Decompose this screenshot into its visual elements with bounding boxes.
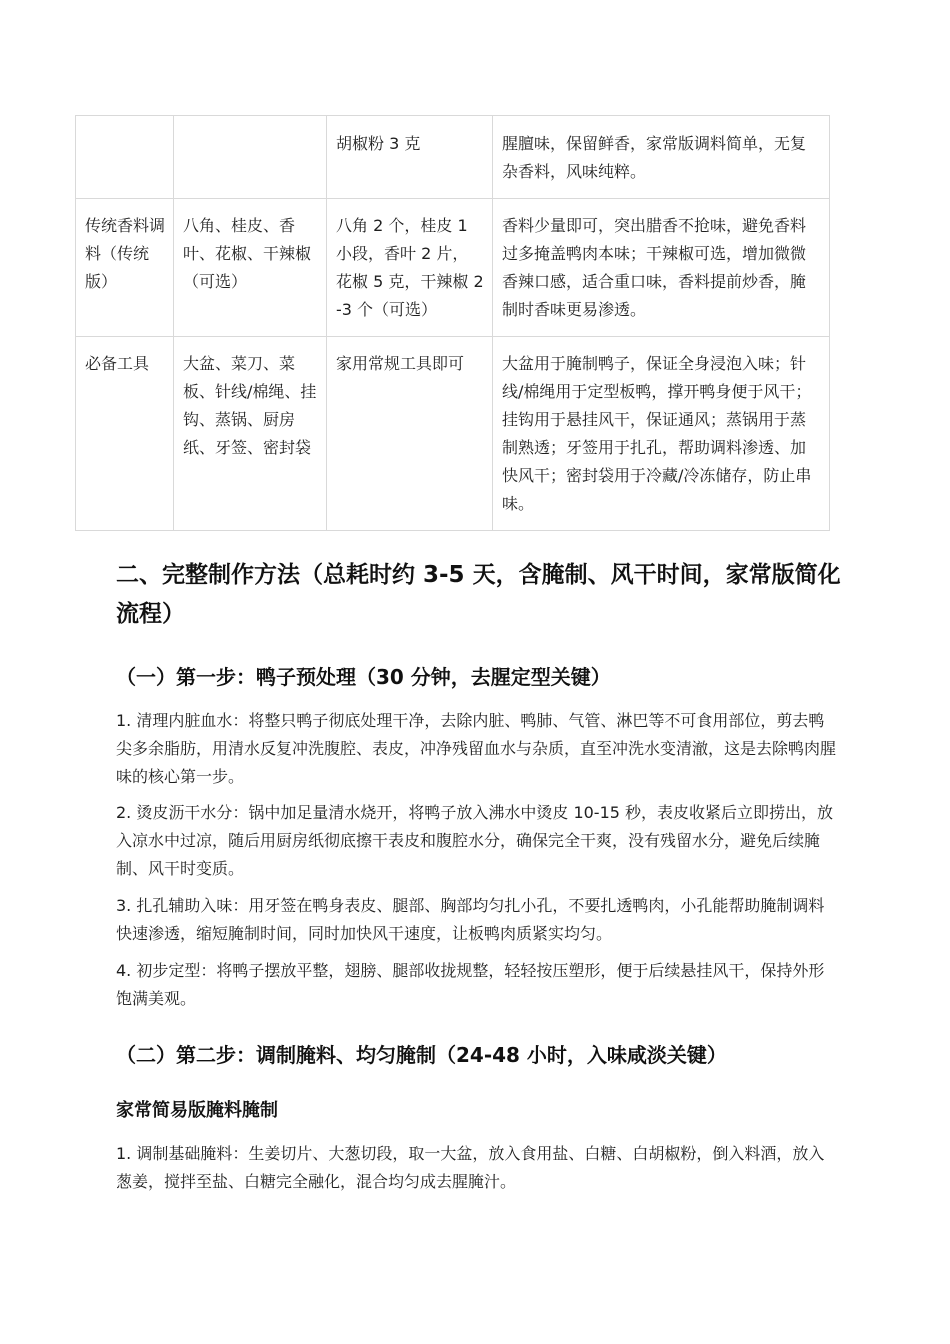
table-cell-ingredients bbox=[174, 116, 327, 199]
section-heading: 二、完整制作方法（总耗时约 3-5 天，含腌制、风干时间，家常版简化流程） bbox=[116, 562, 841, 627]
step1-item-4: 4. 初步定型：将鸭子摆放平整，翅膀、腿部收拢规整，轻轻按压塑形，便于后续悬挂风干，保持外形饱满美观。 bbox=[116, 961, 825, 1008]
step2-heading: （二）第二步：调制腌料、均匀腌制（24-48 小时，入味咸淡关键） bbox=[116, 1043, 727, 1067]
table-row bbox=[76, 199, 830, 337]
step1-item-3: 3. 扎孔辅助入味：用牙签在鸭身表皮、腿部、胸部均匀扎小孔，不要扎透鸭肉，小孔能帮助腌制调料快速渗透，缩短腌制时间，同时加快风干速度，让板鸭肉质紧实均匀。 bbox=[116, 896, 825, 943]
table-cell-notes: 大盆用于腌制鸭子，保证全身浸泡入味；针线/棉绳用于定型板鸭，撑开鸭身便于风干；挂钩用于悬挂风干，保证通风；蒸锅用于蒸制熟透；牙签用于扎孔，帮助调料渗透、加快风干；密封袋用于冷藏/冷冻储存，防止串味。 bbox=[493, 337, 830, 531]
step1-item-1: 1. 清理内脏血水：将整只鸭子彻底处理干净，去除内脏、鸭肺、气管、淋巴等不可食用部位，剪去鸭尖多余脂肪，用清水反复冲洗腹腔、表皮，冲净残留血水与杂质，直至冲洗水变清澈，这是去除鸭肉腥味的核心第一步。 bbox=[116, 711, 837, 786]
table-row bbox=[76, 337, 830, 531]
step1-item-2: 2. 烫皮沥干水分：锅中加足量清水烧开，将鸭子放入沸水中烫皮 10-15 秒，表皮收紧后立即捞出，放入凉水中过凉，随后用厨房纸彻底擦干表皮和腹腔水分，确保完全干爽，没有残留水分，避免后续腌制、风干时变质。 bbox=[116, 803, 834, 878]
table-cell-notes: 香料少量即可，突出腊香不抢味，避免香料过多掩盖鸭肉本味；干辣椒可选，增加微微香辣口感，适合重口味，香料提前炒香，腌制时香味更易渗透。 bbox=[493, 199, 830, 337]
step2-item-1: 1. 调制基础腌料：生姜切片、大葱切段，取一大盆，放入食用盐、白糖、白胡椒粉，倒入料酒，放入葱姜，搅拌至盐、白糖完全融化，混合均匀成去腥腌汁。 bbox=[116, 1144, 825, 1191]
table-cell-amount: 胡椒粉 3 克 bbox=[327, 116, 493, 199]
table-cell-name bbox=[76, 116, 174, 199]
table-row bbox=[76, 116, 830, 199]
table-cell-name: 传统香料调料（传统版） bbox=[76, 199, 174, 337]
table-cell-ingredients: 大盆、菜刀、菜板、针线/棉绳、挂钩、蒸锅、厨房纸、牙签、密封袋 bbox=[174, 337, 327, 531]
table-cell-ingredients: 八角、桂皮、香叶、花椒、干辣椒（可选） bbox=[174, 199, 327, 337]
table-cell-amount: 八角 2 个，桂皮 1 小段，香叶 2 片，花椒 5 克，干辣椒 2-3 个（可选） bbox=[327, 199, 493, 337]
step2-subheading: 家常简易版腌料腌制 bbox=[116, 1100, 278, 1121]
ingredients-table bbox=[75, 115, 830, 531]
table-cell-notes: 腥膻味，保留鲜香，家常版调料简单，无复杂香料，风味纯粹。 bbox=[493, 116, 830, 199]
table-cell-name: 必备工具 bbox=[76, 337, 174, 531]
table-cell-amount: 家用常规工具即可 bbox=[327, 337, 493, 531]
step1-heading: （一）第一步：鸭子预处理（30 分钟，去腥定型关键） bbox=[116, 665, 611, 689]
